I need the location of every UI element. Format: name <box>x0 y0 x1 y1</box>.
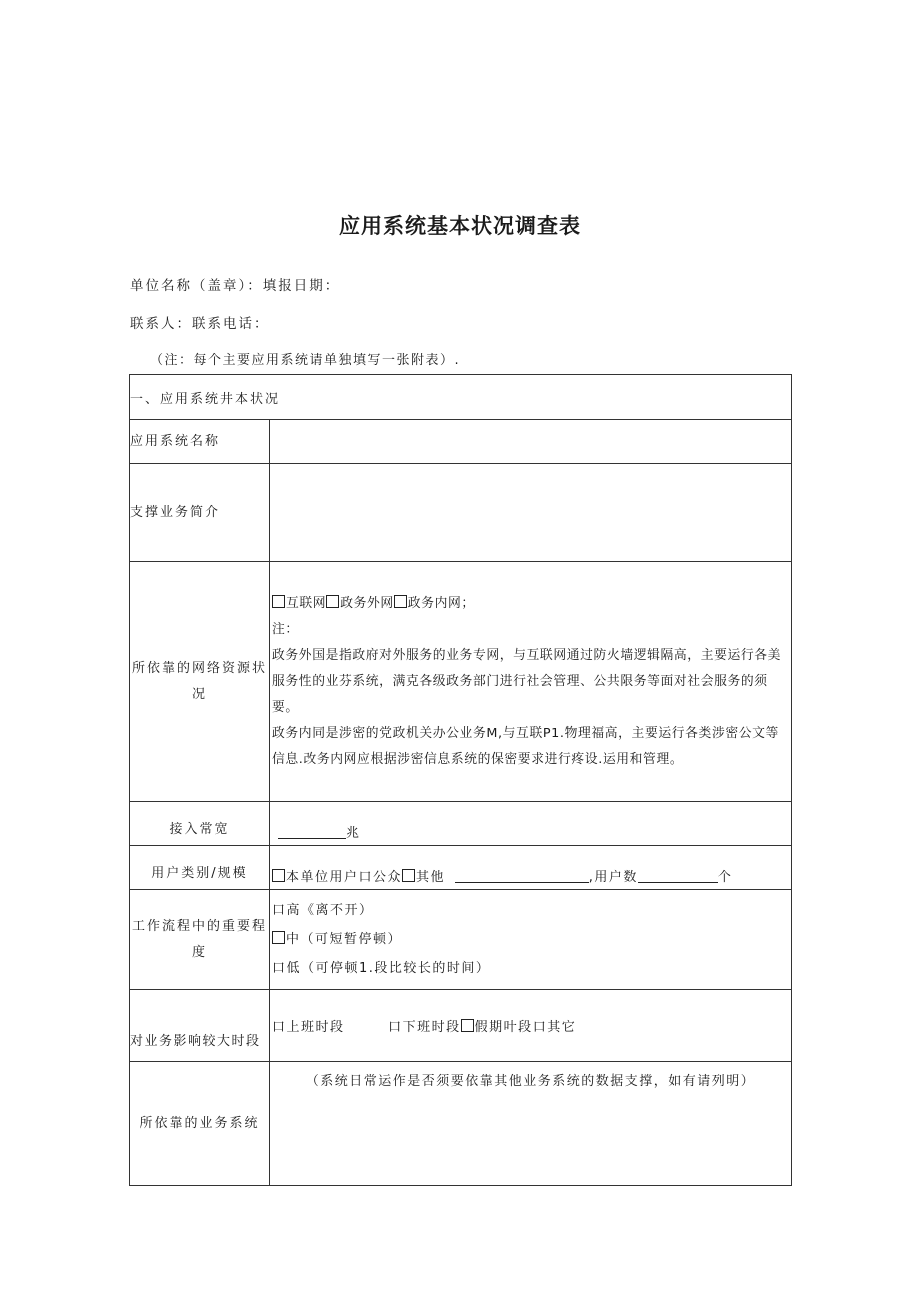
user-count-label: ,用户数 <box>588 870 638 885</box>
network-cell <box>270 562 792 802</box>
peak-label: 对业务影响较大时段 <box>130 990 270 1062</box>
importance-label: 工作流程中的重要程度 <box>130 890 270 990</box>
peak-row <box>130 990 792 1062</box>
network-options <box>272 591 789 617</box>
peak-holiday-checkbox[interactable] <box>461 1019 474 1032</box>
other-users-checkbox[interactable] <box>402 869 415 882</box>
unit-date-line: 单位名称（盖章）：填报日期： <box>130 278 341 294</box>
users-row <box>130 846 792 890</box>
network-para-intranet: 政务内同是涉密的党政机关办公业务M,与互联P1.物理福高，主要运行各类涉密公文等信息.改务内网应根据涉密信息系统的保密要求进行疼设.运用和管理。 <box>272 725 779 767</box>
intranet-option: 政务内网； <box>407 595 475 611</box>
business-intro-field[interactable] <box>270 464 792 562</box>
other-users-option: 其他 <box>416 870 446 885</box>
business-intro-row <box>130 464 792 562</box>
public-option: 口公众 <box>358 870 403 885</box>
extranet-option: 政务外网 <box>340 595 394 611</box>
own-users-option: 本单位用户 <box>286 870 359 885</box>
contact-line: 联系人：联系电话： <box>130 316 270 332</box>
extranet-checkbox[interactable] <box>326 595 339 608</box>
network-label: 所依靠的网络资源状况 <box>130 562 270 802</box>
peak-holiday: 假期叶段 <box>474 1020 533 1035</box>
business-intro-label: 支撑业务简介 <box>130 464 270 562</box>
bandwidth-input[interactable] <box>278 824 346 839</box>
importance-mid-option[interactable] <box>272 925 789 954</box>
users-label: 用户类别/规模 <box>130 846 270 890</box>
internet-option: 互联网 <box>286 595 327 611</box>
importance-cell <box>270 890 792 990</box>
dependency-label: 所依靠的业务系统 <box>130 1062 270 1186</box>
system-name-field[interactable] <box>270 420 792 464</box>
bandwidth-row <box>130 802 792 846</box>
bandwidth-cell <box>270 802 792 846</box>
bandwidth-label: 接入常宽 <box>130 802 270 846</box>
system-name-row <box>130 420 792 464</box>
importance-mid-checkbox[interactable] <box>272 931 285 944</box>
network-row <box>130 562 792 802</box>
peak-cell <box>270 990 792 1062</box>
peak-work-hours[interactable]: 口上班时段 <box>272 1020 345 1035</box>
own-users-checkbox[interactable] <box>272 869 285 882</box>
internet-checkbox[interactable] <box>272 595 285 608</box>
intranet-checkbox[interactable] <box>394 595 407 608</box>
importance-mid: 中（可短暂停顿） <box>286 932 403 947</box>
network-note-head: 注： <box>272 621 299 637</box>
network-para-extranet: 政务外国是指政府对外服务的业务专网，与互联网通过防火墙逻辑隔高，主要运行各美服务性的业芬系统，满克各级政务部门进行社会管理、公共限务等面对社会服务的须要。 <box>272 647 782 715</box>
system-name-label: 应用系统名称 <box>130 420 270 464</box>
importance-low[interactable]: 口低（可停顿1.段比较长的时间） <box>272 961 491 976</box>
user-count-input[interactable] <box>638 868 718 883</box>
importance-high[interactable]: 口高《离不开） <box>272 903 374 918</box>
dependency-hint: （系统日常运作是否须要依靠其他业务系统的数据支撑，如有请列明） <box>305 1074 756 1089</box>
section-title: 一、应用系统井本状况 <box>130 375 792 420</box>
dependency-cell[interactable] <box>270 1062 792 1186</box>
user-count-unit: 个 <box>717 870 733 885</box>
form-note: （注：每个主要应用系统请单独填写一张附表）. <box>150 353 461 368</box>
importance-row <box>130 890 792 990</box>
bandwidth-unit: 兆 <box>346 826 360 841</box>
users-cell <box>270 846 792 890</box>
dependency-row <box>130 1062 792 1186</box>
other-users-input[interactable] <box>455 868 589 883</box>
peak-other[interactable]: 口其它 <box>532 1020 577 1035</box>
page-title: 应用系统基本状况调查表 <box>339 214 581 238</box>
section-row <box>130 375 792 420</box>
survey-table <box>129 374 792 1186</box>
peak-off-hours[interactable]: 口下班时段 <box>388 1020 461 1035</box>
